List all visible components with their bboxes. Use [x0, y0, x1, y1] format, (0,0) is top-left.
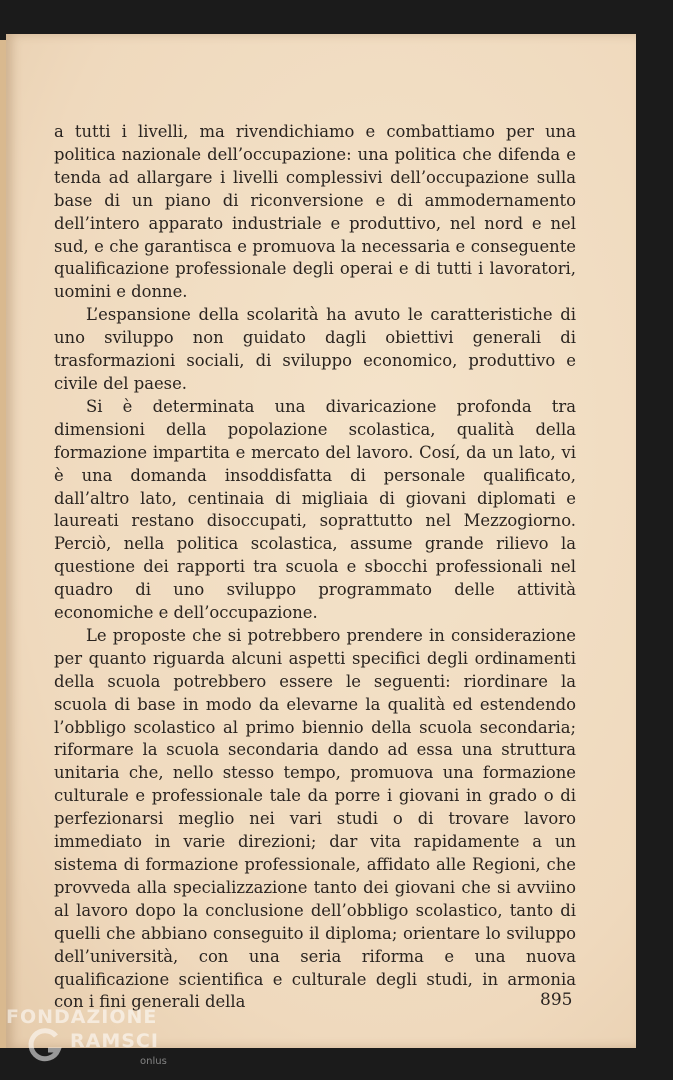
watermark-line-3: onlus [140, 1056, 167, 1067]
body-text [54, 121, 576, 1014]
fondazione-gramsci-watermark [6, 1006, 176, 1080]
watermark-line-2: RAMSCI [70, 1030, 159, 1052]
gramsci-g-logo-icon [26, 1026, 66, 1066]
watermark-line-1: FONDAZIONE [6, 1006, 158, 1028]
paragraph-1: a tutti i livelli, ma rivendichiamo e combattiamo per una politica nazionale dell’occupazione: una politica che difenda e tenda ad allargare i livelli complessivi dell’occupazione sulla base di un piano di riconversione e di ammodernamento dell’intero apparato industriale e produttivo, nel nord e nel sud, e che garantisca e promuova la necessaria e conseguente qualificazione professionale degli operai e di tutti i lavoratori, uomini e donne. [54, 122, 576, 302]
paragraph-4: Le proposte che si potrebbero prendere in considerazione per quanto riguarda alcuni aspetti specifici degli ordinamenti della scuola potrebbero essere le seguenti: riordinare la scuola di base in modo da elevarne la qualità ed estendendo l’obbligo scolastico al primo biennio della scuola secondaria; riformare la scuola secondaria dando ad essa una struttura unitaria che, nello stesso tempo, promuova una formazione culturale e professionale tale da porre i giovani in grado o di perfezionarsi meglio nei vari studi o di trovare lavoro immediato in varie direzioni; dar vita rapidamente a un sistema di formazione professionale, affidato alle Regioni, che provveda alla specializzazione tanto dei giovani che si avviino al lavoro dopo la conclusione dell’obbligo scolastico, tanto di quelli che abbiano conseguito il diploma; orientare lo sviluppo dell’università, con una seria riforma e una nuova qualificazione scientifica e culturale degli studi, in armonia con i fini generali della [54, 625, 576, 1012]
paragraph-2: L’espansione della scolarità ha avuto le caratteristiche di uno sviluppo non guidato dagli obiettivi generali di trasformazioni sociali, di sviluppo economico, produttivo e civile del paese. [54, 305, 576, 393]
page-number: 895 [540, 990, 573, 1010]
paragraph-3: Si è determinata una divaricazione profonda tra dimensioni della popolazione scolastica, qualità della formazione impartita e mercato del lavoro. Cosí, da un lato, vi è una domanda insoddisfatta di personale qualificato, dall’altro lato, centinaia di migliaia di giovani diplomati e laureati restano disoccupati, soprattutto nel Mezzogiorno. Perciò, nella politica scolastica, assume grande rilievo la questione dei rapporti tra scuola e sbocchi professionali nel quadro di uno sviluppo programmato delle attività economiche e dell’occupazione. [54, 396, 576, 623]
